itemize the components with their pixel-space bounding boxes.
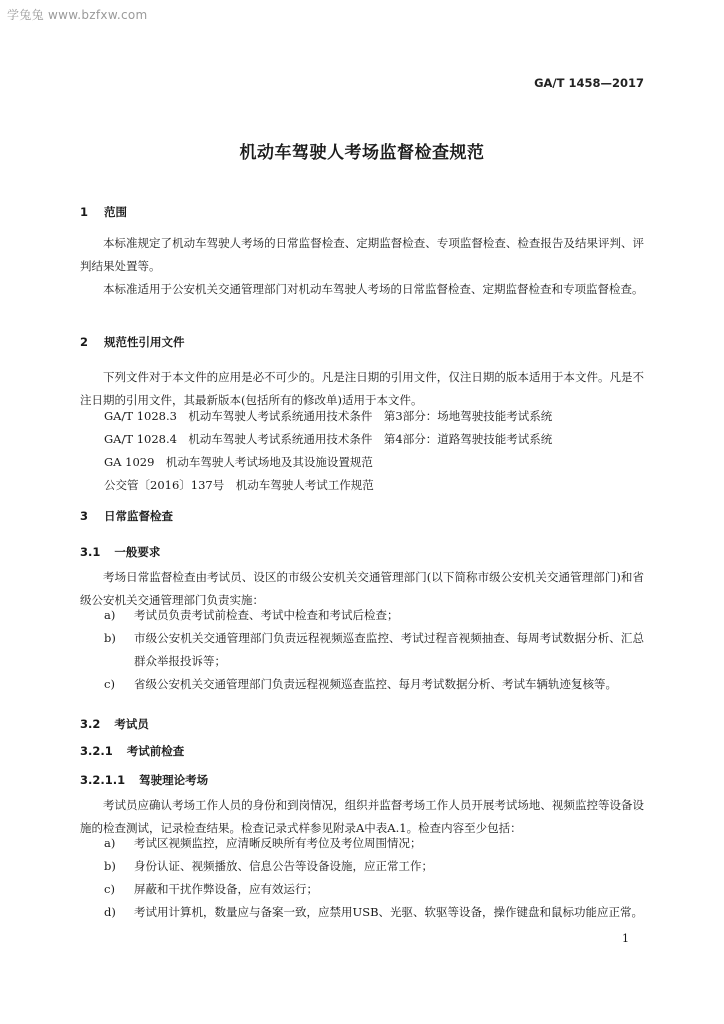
section-2-paragraph: 下列文件对于本文件的应用是必不可少的。凡是注日期的引用文件，仅注日期的版本适用于本文件。凡是不注日期的引用文件，其最新版本(包括所有的修改单)适用于本文件。	[80, 370, 644, 407]
section-number: 3.2	[80, 717, 101, 731]
reference-item: GA/T 1028.4 机动车驾驶人考试系统通用技术条件 第4部分：道路驾驶技能考试系统	[104, 432, 553, 446]
section-1-heading	[80, 204, 127, 220]
watermark: 学兔兔 www.bzfxw.com	[7, 8, 148, 22]
list-text: 省级公安机关交通管理部门负责远程视频巡查监控、每月考试数据分析、考试车辆轨迹复核等。	[134, 677, 617, 691]
list-item	[80, 627, 644, 673]
section-3-2-heading	[80, 716, 149, 732]
list-item	[80, 604, 644, 627]
section-number: 3.2.1	[80, 744, 113, 758]
list-marker: c)	[104, 882, 115, 896]
list-marker: b)	[104, 631, 116, 645]
section-3-2-1-1-paragraph: 考试员应确认考场工作人员的身份和到岗情况，组织并监督考场工作人员开展考试场地、视频监控等设备设施的检查测试，记录检查结果。检查记录式样参见附录A中表A.1。检查内容至少包括：	[80, 798, 644, 835]
section-number: 3	[80, 509, 89, 523]
list-text: 考试用计算机，数量应与备案一致，应禁用USB、光驱、软驱等设备，操作键盘和鼠标功能应正常。	[134, 905, 644, 919]
section-title: 范围	[104, 205, 128, 219]
section-1-paragraph-2: 本标准适用于公安机关交通管理部门对机动车驾驶人考场的日常监督检查、定期监督检查和专项监督检查。	[103, 282, 644, 296]
reference-item: GA/T 1028.3 机动车驾驶人考试系统通用技术条件 第3部分：场地驾驶技能考试系统	[104, 409, 553, 423]
document-title: 机动车驾驶人考场监督检查规范	[239, 143, 485, 163]
section-2-heading	[80, 334, 185, 350]
list-text: 屏蔽和干扰作弊设备，应有效运行；	[134, 882, 318, 896]
section-1-paragraph-1: 本标准规定了机动车驾驶人考场的日常监督检查、定期监督检查、专项监督检查、检查报告及结果评判、评判结果处置等。	[80, 236, 644, 273]
section-title: 考试员	[114, 717, 149, 731]
list-marker: a)	[104, 836, 116, 850]
list-marker: b)	[104, 859, 116, 873]
section-title: 驾驶理论考场	[139, 773, 209, 787]
section-title: 规范性引用文件	[104, 335, 185, 349]
list-marker: a)	[104, 608, 116, 622]
list-marker: d)	[104, 905, 116, 919]
list-text: 考试员负责考试前检查、考试中检查和考试后检查；	[134, 608, 399, 622]
section-3-1-heading	[80, 544, 160, 560]
list-item	[80, 855, 644, 878]
section-title: 日常监督检查	[104, 509, 174, 523]
section-number: 2	[80, 335, 89, 349]
reference-item: GA 1029 机动车驾驶人考试场地及其设施设置规范	[104, 455, 373, 469]
list-item	[80, 832, 644, 855]
reference-item: 公交管〔2016〕137号 机动车驾驶人考试工作规范	[104, 478, 374, 492]
list-item	[80, 901, 644, 924]
section-number: 1	[80, 205, 89, 219]
section-3-2-1-1-heading	[80, 772, 208, 788]
list-text: 身份认证、视频播放、信息公告等设备设施，应正常工作；	[134, 859, 433, 873]
section-number: 3.1	[80, 545, 101, 559]
list-item	[80, 878, 644, 901]
list-text: 市级公安机关交通管理部门负责远程视频巡查监控、考试过程音视频抽查、每周考试数据分析、汇总群众举报投诉等；	[134, 631, 644, 668]
section-number: 3.2.1.1	[80, 773, 126, 787]
section-title: 一般要求	[114, 545, 161, 559]
list-marker: c)	[104, 677, 115, 691]
section-3-heading	[80, 508, 173, 524]
list-text: 考试区视频监控，应清晰反映所有考位及考位周围情况；	[134, 836, 422, 850]
page-number: 1	[622, 932, 629, 945]
section-3-1-paragraph: 考场日常监督检查由考试员、设区的市级公安机关交通管理部门(以下简称市级公安机关交通管理部门)和省级公安机关交通管理部门负责实施：	[80, 570, 644, 607]
standard-number: GA/T 1458—2017	[534, 76, 644, 90]
section-3-2-1-heading	[80, 743, 184, 759]
section-title: 考试前检查	[126, 744, 185, 758]
list-item	[80, 673, 644, 696]
